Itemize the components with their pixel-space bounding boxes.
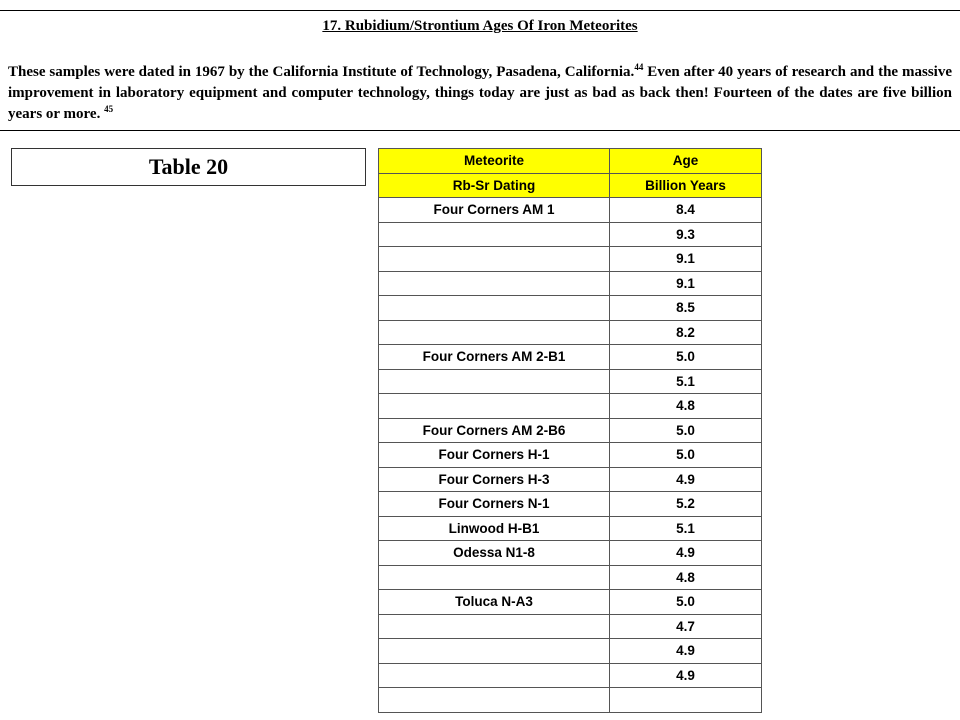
age-cell: 5.0 [610,590,762,615]
meteorite-cell: Toluca N-A3 [379,590,610,615]
bottom-divider [0,130,960,131]
table-row [379,443,762,468]
table-row [379,663,762,688]
subheader-dating: Rb-Sr Dating [379,173,610,198]
age-cell: 4.9 [610,663,762,688]
table-label: Table 20 [11,148,366,186]
age-cell: 9.1 [610,271,762,296]
table-row [379,541,762,566]
table-row [379,394,762,419]
header-meteorite: Meteorite [379,149,610,174]
age-cell: 5.1 [610,516,762,541]
meteorite-cell [379,614,610,639]
table-row [379,516,762,541]
meteorite-cell [379,394,610,419]
age-cell: 4.9 [610,639,762,664]
table-row [379,639,762,664]
footnote-ref-45: 45 [104,104,114,114]
age-cell: 5.0 [610,443,762,468]
table-row [379,467,762,492]
age-cell: 9.3 [610,222,762,247]
table-row [379,565,762,590]
meteorite-cell: Four Corners H-1 [379,443,610,468]
section-title: 17. Rubidium/Strontium Ages Of Iron Meteorites [322,18,638,34]
table-row [379,271,762,296]
table-row [379,590,762,615]
meteorite-cell: Four Corners AM 1 [379,198,610,223]
meteorite-cell: Four Corners AM 2-B6 [379,418,610,443]
meteorite-cell [379,271,610,296]
age-cell [610,688,762,713]
age-cell: 8.4 [610,198,762,223]
meteorite-ages-table [378,148,762,713]
age-cell: 5.0 [610,418,762,443]
table-row [379,222,762,247]
meteorite-cell [379,320,610,345]
table-row [379,418,762,443]
meteorite-cell: Four Corners H-3 [379,467,610,492]
age-cell: 5.1 [610,369,762,394]
table-row [379,296,762,321]
header-row [379,149,762,174]
age-cell: 8.5 [610,296,762,321]
table-row [379,320,762,345]
age-cell: 4.7 [610,614,762,639]
meteorite-cell [379,565,610,590]
intro-paragraph [8,62,952,125]
table-row [379,345,762,370]
table-row [379,198,762,223]
table-row [379,688,762,713]
age-cell: 5.0 [610,345,762,370]
meteorite-cell [379,247,610,272]
footnote-ref-44: 44 [634,62,644,72]
age-cell: 4.8 [610,394,762,419]
table-row [379,369,762,394]
table-row [379,247,762,272]
age-cell: 8.2 [610,320,762,345]
intro-text-2: Even after 40 years of research and the massive improvement in laboratory equipment and computer technology, things today are just as bad as back then! Fourteen of the dates are five billion years or more. [8,64,953,122]
table-row [379,492,762,517]
meteorite-cell [379,296,610,321]
meteorite-cell: Four Corners N-1 [379,492,610,517]
subheader-units: Billion Years [610,173,762,198]
header-age: Age [610,149,762,174]
top-divider [0,10,960,11]
table-row [379,614,762,639]
meteorite-cell: Linwood H-B1 [379,516,610,541]
meteorite-cell: Odessa N1-8 [379,541,610,566]
age-cell: 9.1 [610,247,762,272]
subheader-row [379,173,762,198]
meteorite-cell [379,639,610,664]
age-cell: 4.9 [610,467,762,492]
age-cell: 5.2 [610,492,762,517]
meteorite-cell: Four Corners AM 2-B1 [379,345,610,370]
age-cell: 4.8 [610,565,762,590]
meteorite-cell [379,663,610,688]
meteorite-cell [379,369,610,394]
meteorite-cell [379,222,610,247]
meteorite-cell [379,688,610,713]
age-cell: 4.9 [610,541,762,566]
intro-text-1: These samples were dated in 1967 by the California Institute of Technology, Pasadena, California. [8,64,635,80]
